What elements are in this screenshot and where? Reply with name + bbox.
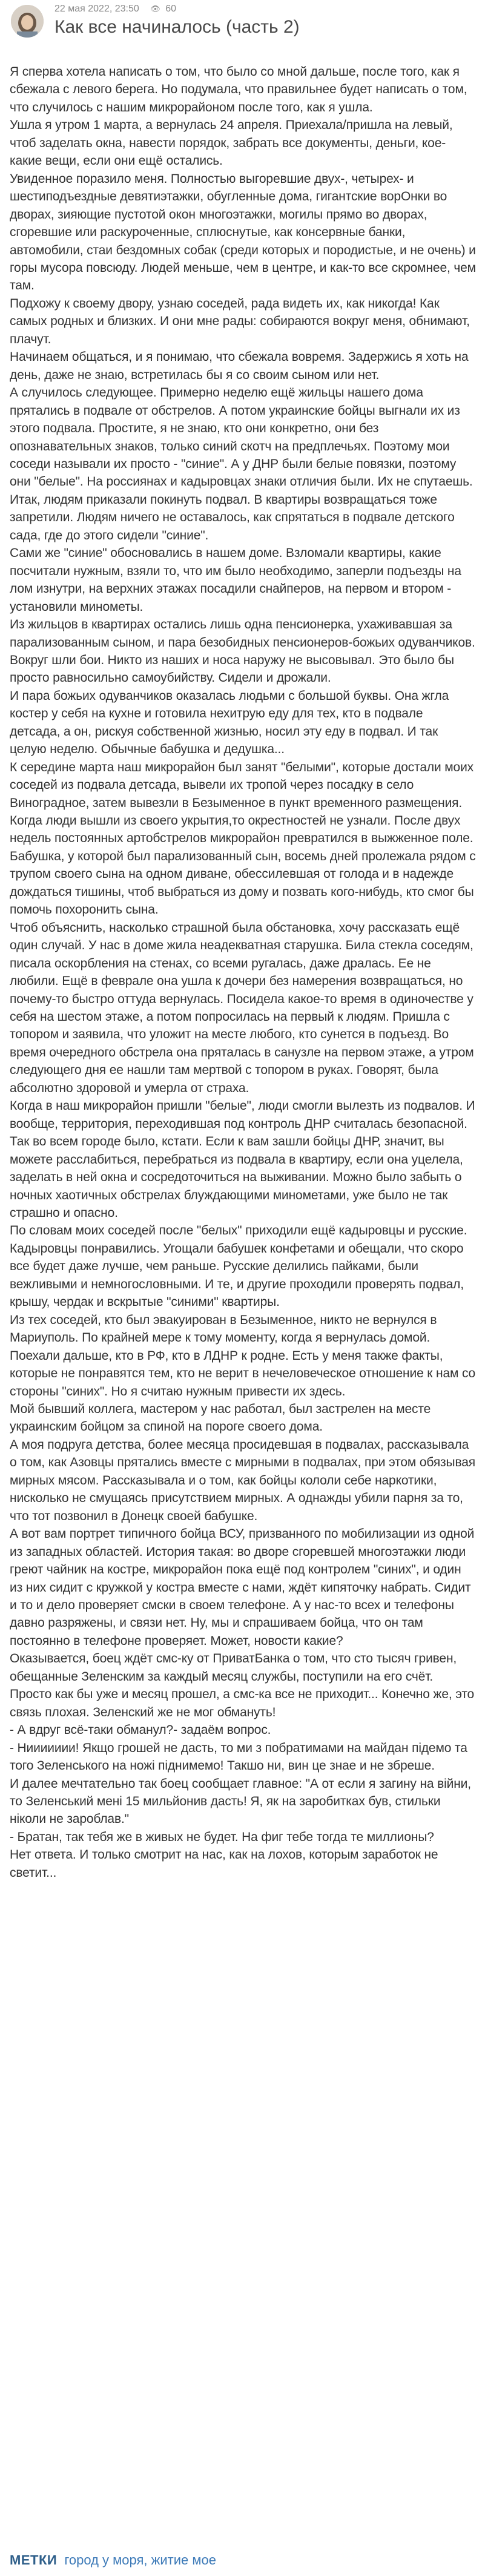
post-paragraph: Чтоб объяснить, насколько страшной была обстановка, хочу рассказать ещё один случай. У нас в доме жила неадекватная старушка. Била стекла соседям, писала оскорбления на стенах, со всеми ругалась, даже дралась. Ее не любили. Ещё в феврале она ушла к дочери без намерения возвращаться, но почему-то быстро оттуда вернулась. Посидела какое-то время в одиночестве у себя на шестом этаже, а потом попросилась на первый к людям. Пришла с топором и заявила, что уложит на месте любого, кто сунется в подъезд. Во время очередного обстрела она пряталась в санузле на первом этаже, а утром следующего дня ее нашли там мертвой с топором в руках. Говорят, была абсолютно здоровой и умерла от страха.	[10, 920, 474, 1095]
post-paragraph: - Ниииииии! Якщо грошей не дасть, то ми з побратимами на майдан підемо та того Зеленського на ножі піднимемо! Такшо ни, вин це знае и не збреше.	[10, 1741, 467, 1773]
post-paragraph: Я сперва хотела написать о том, что было со мной дальше, после того, как я сбежала с левого берега. Но подумала, что правильнее будет написать о том, что случилось с нашим микрорайоном после того, как я ушла.	[10, 65, 467, 114]
post-paragraph: Из жильцов в квартирах остались лишь одна пенсионерка, ухаживавшая за парализованным сыном, и пара безобидных пенсионеров-божьих одуванчиков.	[10, 618, 475, 650]
post-paragraph: Вокруг шли бои. Никто из наших и носа наружу не высовывал. Это было бы просто равносильно самоубийству. Сидели и дрожали.	[10, 653, 454, 685]
post-title[interactable]: Как все начиналось (часть 2)	[54, 17, 300, 37]
post-paragraph: Оказывается, боец ждёт смс-ку от ПриватБанка о том, что сто тысяч гривен, обещанные Зеленским за каждый месяц службы, поступили на его счёт. Просто как бы уже и месяц прошел, а смс-ка все не приходит... Конечно же, это связь плохая. Зеленский же не мог обмануть!	[10, 1652, 475, 1719]
tags-label: МЕТКИ	[10, 2552, 58, 2568]
post-header	[0, 0, 485, 52]
post-paragraph: Из тех соседей, кто был эвакуирован в Безыменное, никто не вернулся в Мариуполь. По крайней мере к тому моменту, когда я вернулась домой. Поехали дальше, кто в РФ, кто в ЛДНР к родне. Есть у меня также факты, которые не понравятся тем, кто не верит в нечеловеческое отношение к нам со стороны "синих". Но я считаю нужным привести их здесь.	[10, 1313, 476, 1398]
post-paragraph: Мой бывший коллега, мастером у нас работал, был застрелен на месте украинским бойцом за спиной на пороге своего дома.	[10, 1402, 431, 1434]
avatar[interactable]	[11, 5, 44, 38]
post-tags	[10, 2552, 216, 2568]
post-paragraph: А случилось следующее. Примерно неделю ещё жильцы нашего дома прятались в подвале от обстрелов. А потом украинские бойцы выгнали их из этого подвала. Простите, я не знаю, кто они конкретно, они без опознавательных знаков, только синий скотч на предплечьях. Поэтому мои соседи называли их просто - "синие". А у ДНР были белые повязки, поэтому они "белые". На россиянах и кадыровцах знаки отличия были. Их не спутаешь.	[10, 386, 473, 489]
post-paragraph: И далее мечтательно так боец сообщает главное: "А от если я загину на війни, то Зеленський мені 15 мильйонив дасть! Я, як на заробитках був, стильки ніколи не зароблав."	[10, 1776, 471, 1827]
post-paragraph: Когда в наш микрорайон пришли "белые", люди смогли вылезть из подвалов. И вообще, территория, переходившая под контроль ДНР считалась безопасной. Так во всем городе было, кстати. Если к вам зашли бойцы ДНР, значит, вы можете расслабиться, перебраться из подвала в квартиру, если она уцелела, заделать в ней окна и сосредоточиться на выживании. Можно было забыть о ночных хаотичных обстрелах блуждающими минометами, уже было не так страшно и опасно.	[10, 1099, 475, 1220]
post-paragraph: Ушла я утром 1 марта, а вернулась 24 апреля. Приехала/пришла на левый, чтоб заделать окна, навести порядок, забрать все документы, деньги, кое-какие вещи, если они ещё остались.	[10, 118, 453, 168]
post-paragraph: Бабушка, у которой был парализованный сын, восемь дней пролежала рядом с трупом своего сына на одном диване, обессилевшая от голода и в надежде дождаться тишины, чтоб выбраться из дому и позвать кого-нибудь, кто смог бы помочь похоронить сына.	[10, 849, 476, 917]
post-paragraph: И пара божьих одуванчиков оказалась людьми с большой буквы. Она жгла костер у себя на кухне и готовила нехитрую еду для тех, кто в подвале детсада, а он, рискуя собственной жизнью, носил эту еду в подвал. И так целую неделю. Обычные бабушка и дедушка...	[10, 688, 449, 757]
eye-icon: 👁	[150, 4, 160, 13]
post-body	[10, 63, 477, 1882]
post-paragraph: К середине марта наш микрорайон был занят "белыми", которые достали моих соседей из подвала детсада, вывели их тропой через посадку в село Виноградное, затем вывезли в Безыменное в пункт временного размещения. Когда люди вышли из своего укрытия,то окрестностей не узнали. После двух недель постоянных артобстрелов микрорайон превратился в выжженное поле.	[10, 760, 473, 846]
avatar-image	[11, 5, 44, 38]
post-meta	[54, 4, 176, 15]
post-paragraph: Увиденное поразило меня. Полностью выгоревшие двух-, четырех- и шестиподъездные девятиэтажки, обугленные дома, гигантские ворОнки во дворах, зияющие пустотой окон многоэтажки, могилы прямо во дворах, сгоревшие или раскуроченные, сплюснутые, как консервные банки, автомобили, стаи бездомных собак (среди которых и породистые, и не очень) и горы мусора повсюду. Людей меньше, чем в центре, и как-то все скромнее, чем там.	[10, 171, 476, 293]
post-paragraph: Сами же "синие" обосновались в нашем доме. Взломали квартиры, какие посчитали нужным, взяли то, что им было необходимо, заперли подъезды на лом изнутри, на верхних этажах посадили снайперов, на первом и втором - установили минометы.	[10, 546, 461, 614]
tag-link[interactable]: житие мое	[151, 2552, 216, 2568]
view-count: 60	[165, 4, 176, 14]
post-paragraph: Итак, людям приказали покинуть подвал. В квартиры возвращаться тоже запретили. Людям ничего не оставалось, как спрятаться в подвале детского сада, где до этого сидели "синие".	[10, 492, 455, 542]
post-paragraph: По словам моих соседей после "белых" приходили ещё кадыровцы и русские. Кадыровцы понравились. Угощали бабушек конфетами и обещали, что скоро все будет даже лучше, чем раньше. Русские делились пайками, были вежливыми и немногословными. И те, и другие проходили проверять подвал, крышу, чердак и вскрытые "синими" квартиры.	[10, 1224, 467, 1309]
tag-link[interactable]: город у моря	[64, 2552, 144, 2568]
post-paragraph: Начинаем общаться, и я понимаю, что сбежала вовремя. Задержись я хоть на день, даже не знаю, встретилась бы я со своим сыном или нет.	[10, 350, 469, 382]
post-paragraph: Нет ответа. И только смотрит на нас, как на лохов, которым заработок не светит...	[10, 1848, 438, 1880]
post-paragraph: - Братан, так тебя же в живых не будет. На фиг тебе тогда те миллионы?	[10, 1830, 434, 1844]
post-paragraph: Подхожу к своему двору, узнаю соседей, рада видеть их, как никогда! Как самых родных и близких. И они мне рады: собираются вокруг меня, обнимают, плачут.	[10, 296, 470, 346]
post-date: 22 мая 2022, 23:50	[54, 4, 139, 14]
post-paragraph: А вот вам портрет типичного бойца ВСУ, призванного по мобилизации из одной из западных областей. История такая: во дворе сгоревшей многоэтажки люди греют чайник на костре, микрорайон пока ещё под контролем "синих", и один из них сидит с кружкой у костра вместе с нами, ждёт кипяточку набрать. Сидит и то и дело проверяет смски в своем телефоне. А у нас-то всех и телефоны давно разряжены, и связи нет. Ну, мы и спрашиваем бойца, что он там постоянно в телефоне проверяет. Может, новости какие?	[10, 1527, 475, 1648]
post-paragraph: А моя подруга детства, более месяца просидевшая в подвалах, рассказывала о том, как Азовцы прятались вместе с мирными в подвалах, при этом обязывая мирных мясом. Рассказывала и о том, как бойцы кололи себе наркотики, нисколько не смущаясь присутствием мирных. А однажды убили парня за то, что тот позвонил в Донецк своей бабушке.	[10, 1437, 475, 1523]
tag-separator: ,	[144, 2552, 151, 2568]
post-paragraph: - А вдруг всё-таки обманул?- задаём вопрос.	[10, 1723, 271, 1738]
